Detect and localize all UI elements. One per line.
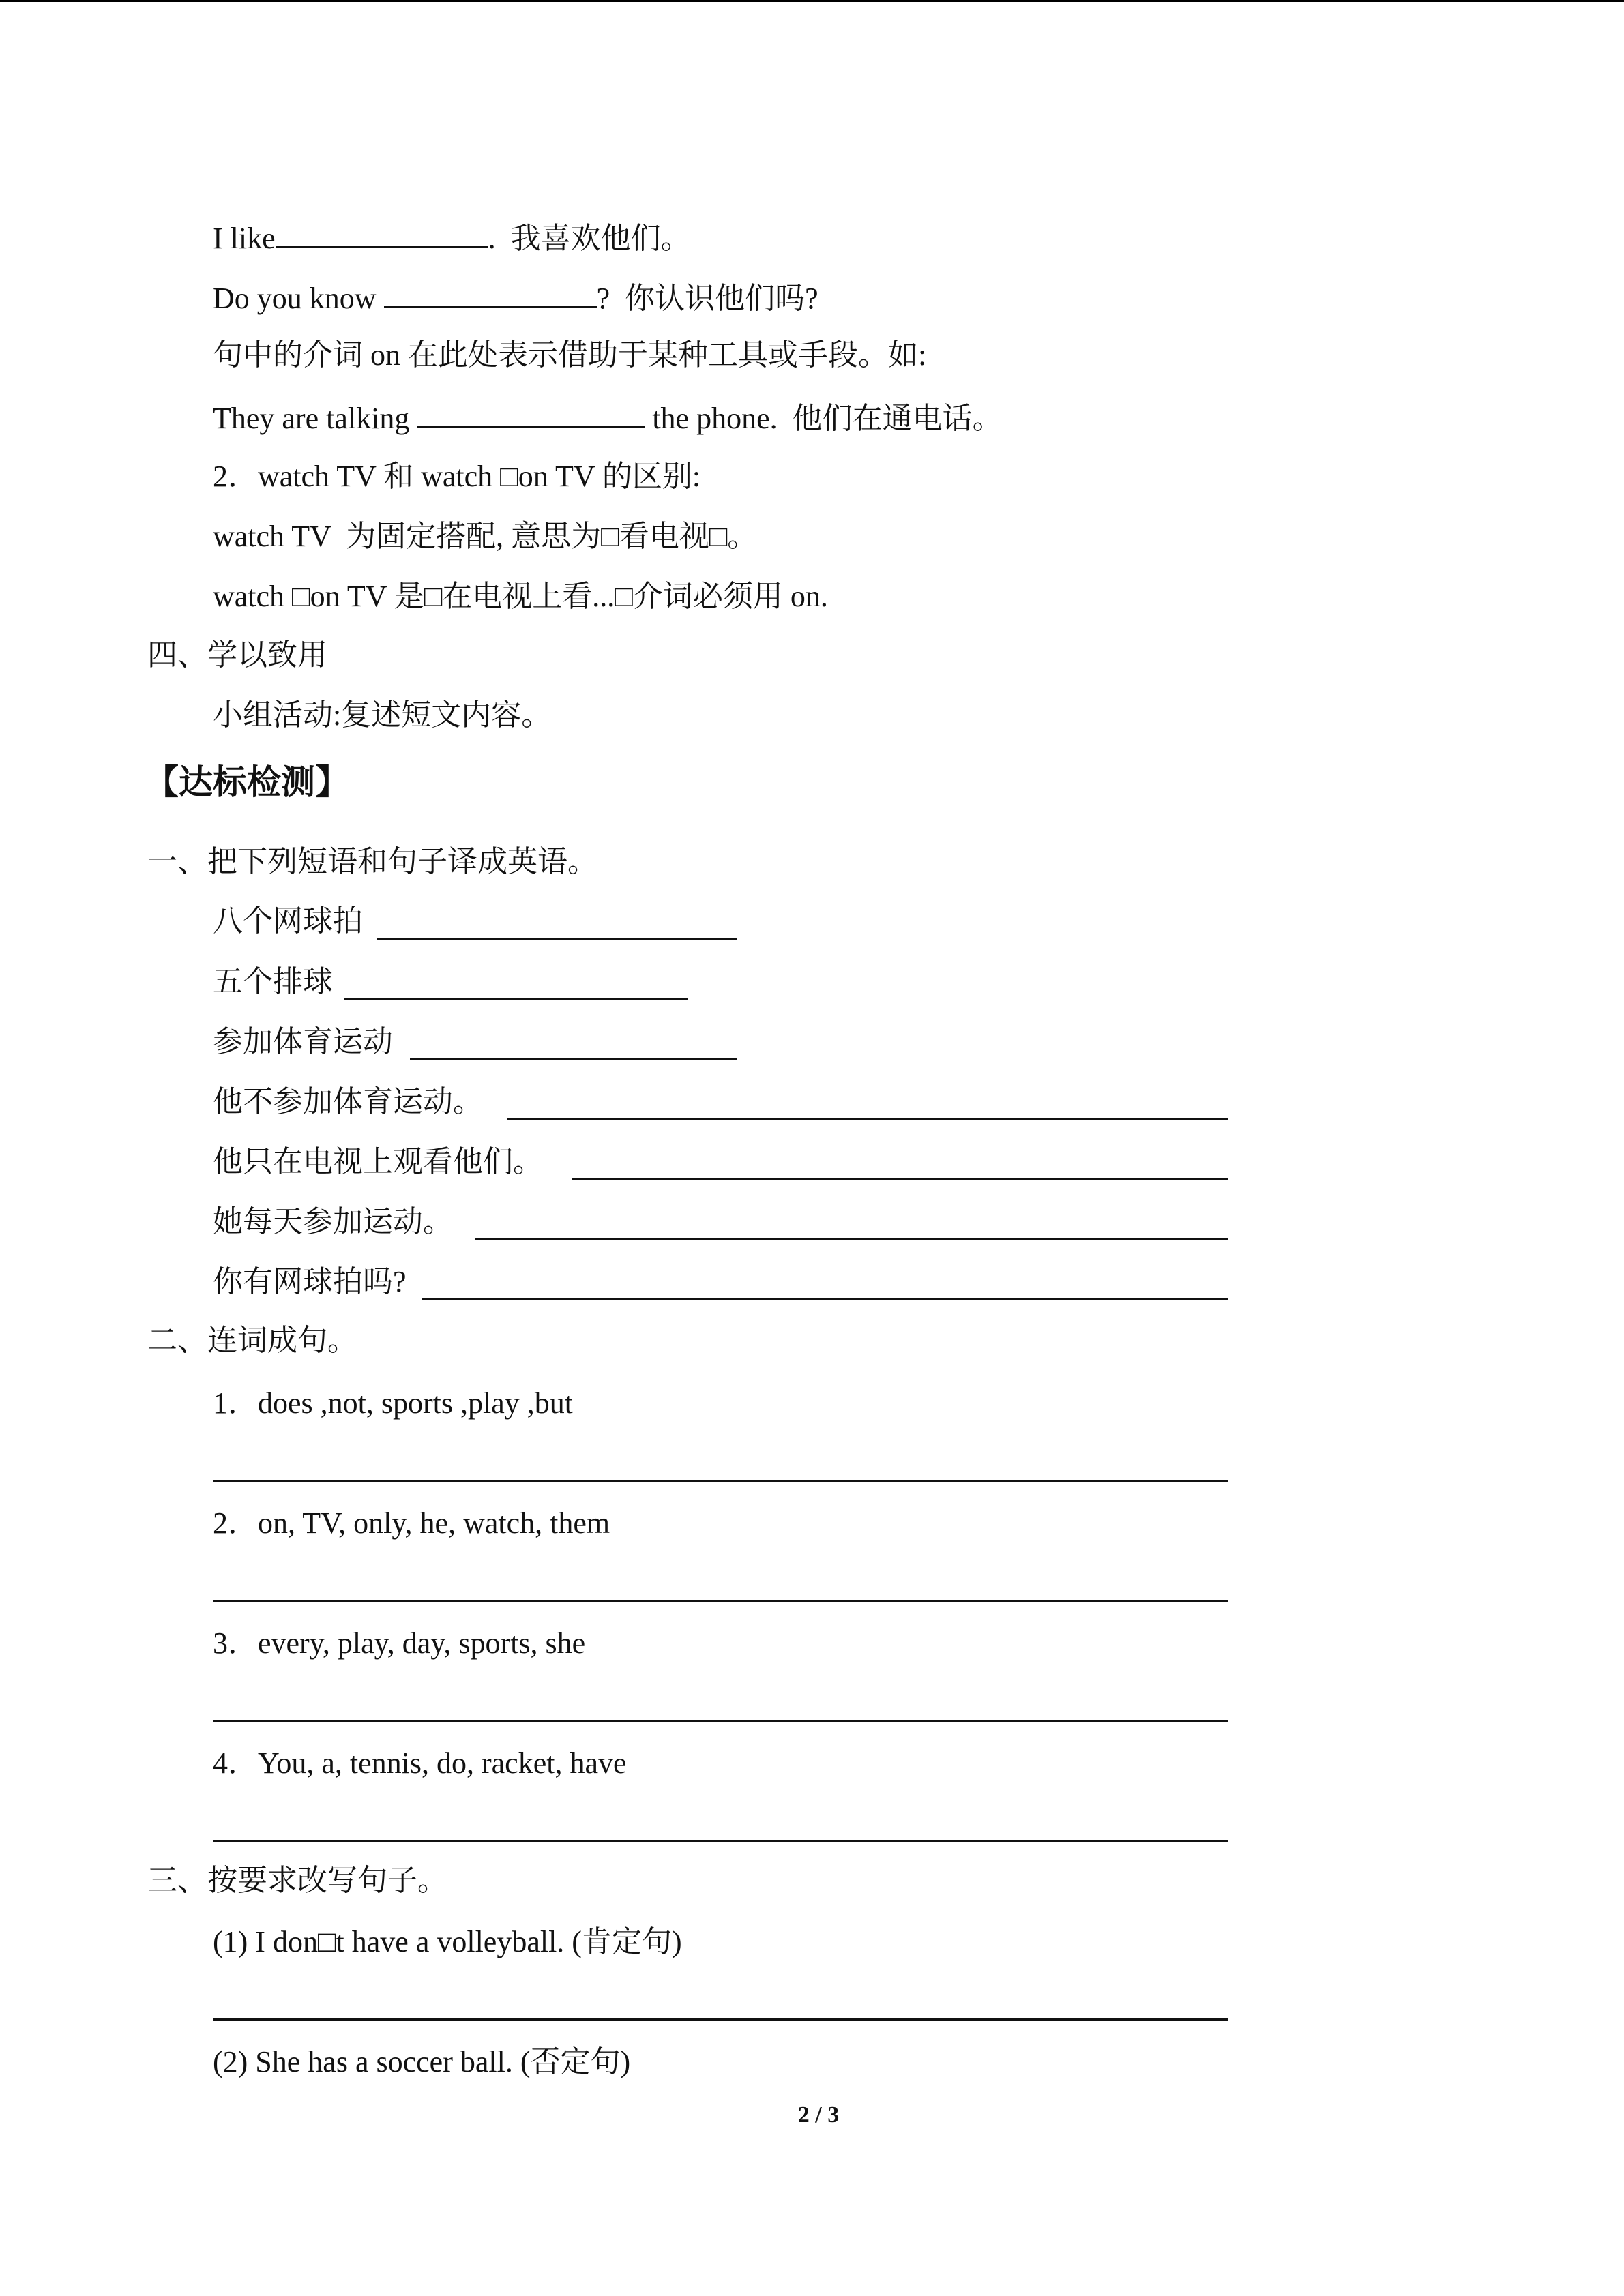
answer-line[interactable] <box>213 1600 1228 1602</box>
part1-item <box>213 1202 453 1242</box>
item-label: 他只在电视上观看他们。 <box>213 1145 543 1178</box>
note-line-3: 句中的介词 on 在此处表示借助于某种工具或手段。如: <box>213 338 927 372</box>
part3-item: (1) I don□t have a volleyball. (肯定句) <box>213 1925 682 1958</box>
part1-item <box>213 1022 393 1062</box>
part2-item: 4．You, a, tennis, do, racket, have <box>213 1746 627 1780</box>
item-label: 八个网球拍 <box>213 904 363 938</box>
answer-line[interactable] <box>572 1178 1228 1180</box>
answer-line[interactable] <box>213 1840 1228 1842</box>
part1-item <box>213 1082 483 1122</box>
note-line-1 <box>213 216 691 259</box>
note-text: . 我喜欢他们。 <box>488 222 691 255</box>
answer-blank[interactable] <box>276 216 488 248</box>
answer-blank[interactable] <box>384 276 597 308</box>
part1-item <box>213 1262 407 1302</box>
note-text: ? 你认识他们吗? <box>596 282 818 315</box>
part2-item: 3．every, play, day, sports, she <box>213 1626 586 1660</box>
item-label: 参加体育运动 <box>213 1025 393 1058</box>
note-line-5: 2．watch TV 和 watch □on TV 的区别: <box>213 460 701 493</box>
note-text: They are talking <box>213 402 417 435</box>
note-text: Do you know <box>213 282 384 315</box>
note-line-6: watch TV 为固定搭配, 意思为□看电视□。 <box>213 520 758 553</box>
part3-title: 三、按要求改写句子。 <box>147 1864 447 1897</box>
answer-line[interactable] <box>213 2018 1228 2021</box>
note-line-7: watch □on TV 是□在电视上看...□介词必须用 on. <box>213 580 828 613</box>
note-text: I like <box>213 222 276 255</box>
part1-item <box>213 961 333 1002</box>
item-label: 他不参加体育运动。 <box>213 1085 483 1118</box>
section-4-title: 四、学以致用 <box>147 638 327 672</box>
answer-line[interactable] <box>213 1480 1228 1482</box>
section-4-activity: 小组活动:复述短文内容。 <box>213 698 552 732</box>
assessment-heading: 【达标检测】 <box>145 762 349 802</box>
part2-item: 2．on, TV, only, he, watch, them <box>213 1506 610 1540</box>
part1-item <box>213 1142 543 1182</box>
answer-line[interactable] <box>475 1238 1228 1240</box>
part1-title: 一、把下列短语和句子译成英语。 <box>147 845 597 878</box>
answer-blank[interactable] <box>417 396 645 428</box>
answer-line[interactable] <box>377 938 737 940</box>
item-label: 你有网球拍吗? <box>213 1265 407 1298</box>
item-label: 五个排球 <box>213 965 333 998</box>
part1-item <box>213 901 363 942</box>
answer-line[interactable] <box>422 1298 1228 1300</box>
answer-line[interactable] <box>507 1118 1228 1120</box>
page-number: 2 / 3 <box>797 2102 840 2128</box>
part3-item: (2) She has a soccer ball. (否定句) <box>213 2045 631 2078</box>
page-top-border <box>0 0 1624 2</box>
note-text: the phone. 他们在通电话。 <box>645 402 1003 435</box>
answer-line[interactable] <box>344 998 688 1000</box>
part2-item: 1．does ,not, sports ,play ,but <box>213 1386 573 1420</box>
part2-title: 二、连词成句。 <box>147 1324 357 1357</box>
item-label: 她每天参加运动。 <box>213 1205 453 1238</box>
answer-line[interactable] <box>410 1058 737 1060</box>
note-line-4 <box>213 396 1003 439</box>
answer-line[interactable] <box>213 1720 1228 1722</box>
note-line-2 <box>213 276 818 319</box>
